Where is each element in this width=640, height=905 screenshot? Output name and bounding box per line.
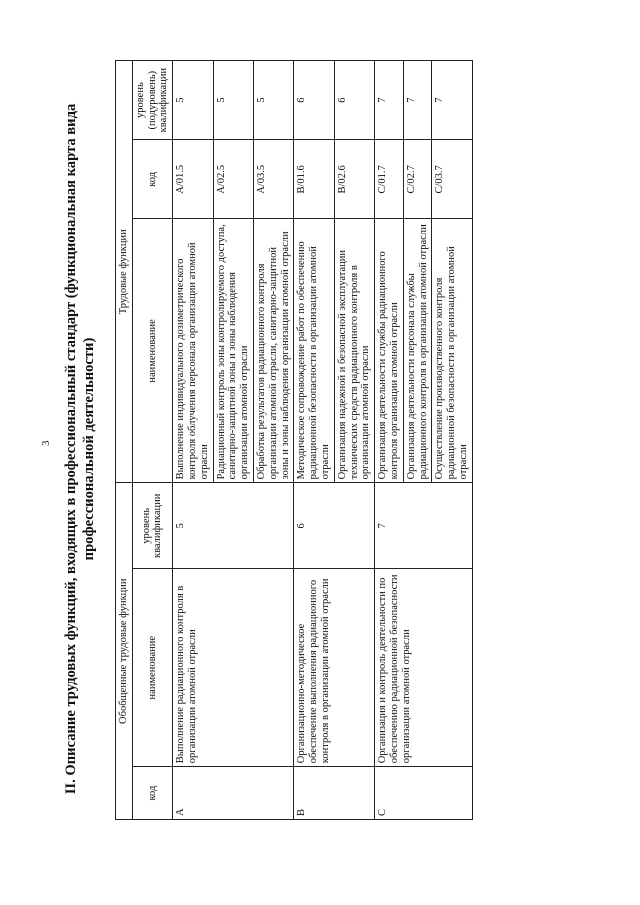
heading-line-2: профессиональной деятельности): [81, 337, 97, 561]
function-code: B/01.6: [294, 140, 334, 219]
function-name: Организация деятельности службы радиационного контроля организации атомной отрасли: [375, 219, 404, 483]
function-code: A/02.5: [213, 140, 253, 219]
function-name: Осуществление производственного контроля радиационной безопасности в организации атомной отрасли: [432, 219, 472, 483]
table-row: [173, 61, 213, 820]
func-code-header: код: [132, 140, 172, 219]
heading-line-1: II. Описание трудовых функций, входящих в профессиональный стандарт (функциональная карта вида: [63, 103, 79, 795]
gen-level-header: уровень квалификации: [132, 483, 172, 569]
functional-map-table: [115, 60, 473, 820]
function-code: C/03.7: [432, 140, 472, 219]
group-level: 7: [375, 483, 473, 569]
function-code: C/01.7: [375, 140, 404, 219]
func-level-header: уровень (подуровень) квалификации: [132, 61, 172, 140]
page-number: 3: [40, 440, 52, 446]
function-level: 7: [375, 61, 404, 140]
function-code: B/02.6: [334, 140, 374, 219]
function-level: 5: [253, 61, 293, 140]
function-name: Выполнение индивидуального дозиметрического контроля облучения персонала организации атомной отрасли: [173, 219, 213, 483]
group-level: 6: [294, 483, 375, 569]
function-level: 5: [213, 61, 253, 140]
group-code: B: [294, 767, 375, 820]
group-code: A: [173, 767, 294, 820]
function-level: 7: [403, 61, 432, 140]
function-code: C/02.7: [403, 140, 432, 219]
function-level: 5: [173, 61, 213, 140]
group-name: Организационно-методическое обеспечение выполнения радиационного контроля в организации атомной отрасли: [294, 569, 375, 767]
gen-code-header: код: [132, 767, 172, 820]
function-code: A/03.5: [253, 140, 293, 219]
function-name: Организация деятельности персонала службы радиационного контроля в организации атомной отрасли: [403, 219, 432, 483]
function-level: 6: [294, 61, 334, 140]
function-code: A/01.5: [173, 140, 213, 219]
gen-name-header: наименование: [132, 569, 172, 767]
function-name: Организация надежной и безопасной эксплуатации технических средств радиационного контроля в организации атомной отрасли: [334, 219, 374, 483]
table-row: [294, 61, 334, 820]
function-level: 6: [334, 61, 374, 140]
function-name: Обработка результатов радиационного контроля организации атомной отрасли, санитарно-защитной зоны и зоны наблюдения организации атомной отрасли: [253, 219, 293, 483]
group-name: Выполнение радиационного контроля в организации атомной отрасли: [173, 569, 294, 767]
function-name: Методическое сопровождение работ по обеспечению радиационной безопасности в организации атомной отрасли: [294, 219, 334, 483]
func-name-header: наименование: [132, 219, 172, 483]
generalized-functions-header: Обобщенные трудовые функции: [116, 483, 133, 820]
group-code: C: [375, 767, 473, 820]
table-row: [375, 61, 404, 820]
function-level: 7: [432, 61, 472, 140]
labor-functions-header: Трудовые функции: [116, 61, 133, 483]
function-name: Радиационный контроль зоны контролируемого доступа, санитарно-защитной зоны и зоны наблюдения организации атомной отрасли: [213, 219, 253, 483]
section-heading: [62, 88, 98, 810]
group-name: Организация и контроль деятельности по обеспечению радиационной безопасности организации атомной отрасли: [375, 569, 473, 767]
group-level: 5: [173, 483, 294, 569]
